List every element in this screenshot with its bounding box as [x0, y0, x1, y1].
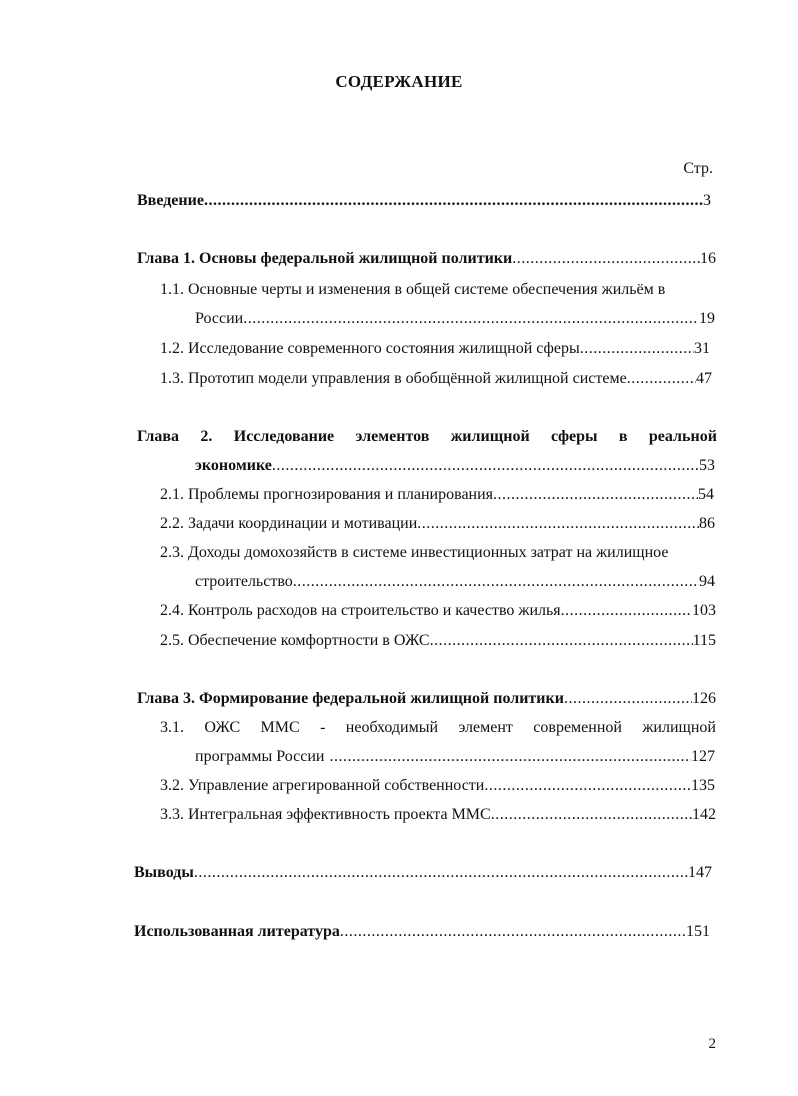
- heading-word: сферы: [551, 428, 598, 445]
- toc-page: 86: [699, 515, 715, 532]
- heading-word: элементов: [355, 428, 430, 445]
- page-title: СОДЕРЖАНИЕ: [335, 72, 463, 91]
- toc-label: строительство: [195, 573, 293, 590]
- toc-page: 16: [700, 250, 716, 267]
- heading-word: реальной: [648, 428, 717, 445]
- leader-dots: [580, 338, 694, 360]
- leader-dots: [417, 513, 699, 535]
- heading-word: 2.: [200, 428, 213, 445]
- toc-entry-chapter-3[interactable]: [137, 688, 716, 710]
- heading-word: современной: [533, 719, 622, 736]
- toc-page: 53: [699, 457, 715, 474]
- toc-page: 142: [692, 806, 716, 823]
- toc-page: 47: [696, 370, 712, 387]
- heading-word: элемент: [458, 719, 513, 736]
- toc-entry-1-2[interactable]: [160, 338, 710, 360]
- heading-word: -: [320, 719, 326, 736]
- leader-dots: [484, 775, 691, 797]
- leader-dots: [491, 804, 692, 826]
- leader-dots: [194, 862, 688, 884]
- toc-entry-2-2[interactable]: [160, 513, 715, 535]
- toc-page: 127: [691, 748, 715, 765]
- toc-label: 1.1. Основные черты и изменения в общей системе обеспечения жильём в: [160, 281, 666, 298]
- heading-word: Исследование: [233, 428, 335, 445]
- heading-word: жилищной: [450, 428, 530, 445]
- toc-label: Введение: [137, 192, 204, 209]
- toc-entry-3-1-line1[interactable]: [160, 717, 716, 739]
- toc-page: 54: [698, 486, 714, 503]
- leader-dots: [561, 600, 692, 622]
- toc-label: 1.3. Прототип модели управления в обобщённой жилищной системе: [160, 370, 627, 387]
- heading-word: ОЖС: [204, 719, 241, 736]
- toc-entry-2-1[interactable]: [160, 484, 714, 506]
- heading-word: жилищной: [642, 719, 716, 736]
- toc-label: 3.2. Управление агрегированной собственности: [160, 777, 485, 794]
- leader-dots: [430, 630, 693, 652]
- heading-word: Глава: [137, 428, 179, 445]
- toc-label: 2.2. Задачи координации и мотивации: [160, 515, 418, 532]
- leader-dots: [512, 248, 700, 270]
- toc-page: 126: [692, 690, 716, 707]
- toc-entry-intro[interactable]: [137, 190, 711, 212]
- toc-entry-conclusions[interactable]: [134, 862, 712, 884]
- page-number: 2: [708, 1036, 716, 1052]
- toc-label: России: [195, 310, 244, 327]
- toc-entry-2-3-line1[interactable]: [160, 542, 720, 564]
- toc-label: Глава 3. Формирование федеральной жилищной политики: [137, 690, 564, 707]
- toc-entry-2-3-line2[interactable]: [195, 571, 715, 593]
- toc-label: программы России: [195, 748, 325, 765]
- leader-dots: [627, 368, 696, 390]
- toc-entry-2-4[interactable]: [160, 600, 716, 622]
- leader-dots: [324, 746, 691, 768]
- toc-label: Выводы: [134, 864, 194, 881]
- toc-label: 2.5. Обеспечение комфортности в ОЖС: [160, 632, 430, 649]
- heading-word: ММС: [260, 719, 300, 736]
- toc-label: 1.2. Исследование современного состояния жилищной сферы: [160, 340, 580, 357]
- leader-dots: [272, 455, 699, 477]
- toc-entry-3-3[interactable]: [160, 804, 716, 826]
- heading-word: 3.1.: [160, 719, 184, 736]
- leader-dots: [204, 190, 703, 212]
- toc-entry-3-2[interactable]: [160, 775, 715, 797]
- leader-dots: [493, 484, 698, 506]
- toc-entry-chapter-2-line2[interactable]: [195, 455, 715, 477]
- toc-label: 2.3. Доходы домохозяйств в системе инвестиционных затрат на жилищное: [160, 544, 669, 561]
- toc-entry-1-1-line1[interactable]: [160, 279, 720, 301]
- toc-page: 19: [699, 310, 715, 327]
- heading-word: в: [618, 428, 628, 445]
- toc-entry-2-5[interactable]: [160, 630, 716, 652]
- toc-label: Глава 1. Основы федеральной жилищной политики: [137, 250, 513, 267]
- toc-page: 151: [686, 923, 710, 940]
- toc-entry-chapter-2-line1[interactable]: [137, 426, 717, 448]
- toc-entry-3-1-line2[interactable]: [195, 746, 715, 768]
- toc-page: 3: [703, 192, 711, 209]
- toc-page: 115: [692, 632, 716, 649]
- toc-page: 103: [692, 602, 716, 619]
- leader-dots: [293, 571, 699, 593]
- toc-page: 94: [699, 573, 715, 590]
- leader-dots: [564, 688, 692, 710]
- page-column-label: Стр.: [683, 160, 713, 177]
- toc-entry-chapter-1[interactable]: [137, 248, 716, 270]
- toc-label: 2.1. Проблемы прогнозирования и планирования: [160, 486, 494, 503]
- toc-label: Использованная литература: [134, 923, 340, 940]
- leader-dots: [340, 921, 686, 943]
- toc-page: 135: [691, 777, 715, 794]
- toc-label: экономике: [195, 457, 272, 474]
- toc-entry-1-3[interactable]: [160, 368, 712, 390]
- leader-dots: [243, 308, 699, 330]
- toc-page: 31: [694, 340, 710, 357]
- toc-label: 3.3. Интегральная эффективность проекта ММС: [160, 806, 491, 823]
- heading-word: необходимый: [345, 719, 439, 736]
- toc-label: 2.4. Контроль расходов на строительство и качество жилья: [160, 602, 561, 619]
- toc-page: 147: [688, 864, 712, 881]
- toc-entry-literature[interactable]: [134, 921, 710, 943]
- toc-entry-1-1-line2[interactable]: [195, 308, 715, 330]
